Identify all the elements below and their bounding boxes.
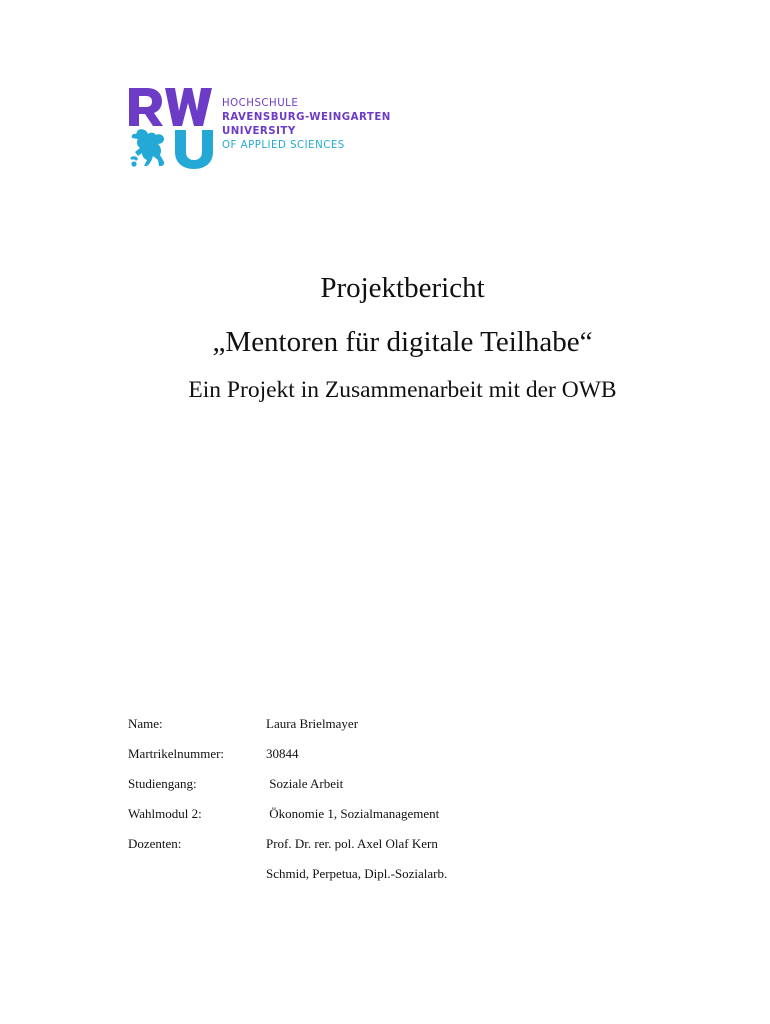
info-value: Schmid, Perpetua, Dipl.-Sozialarb. xyxy=(266,866,448,881)
info-label: Martrikelnummer: xyxy=(128,746,225,761)
rwu-logo-mark xyxy=(128,86,218,170)
info-label: Wahlmodul 2: xyxy=(128,806,202,821)
info-row-matrikelnummer xyxy=(128,744,628,774)
info-label: Name: xyxy=(128,716,163,731)
info-value: Prof. Dr. rer. pol. Axel Olaf Kern xyxy=(266,836,438,851)
info-row-dozenten-cont xyxy=(128,864,628,894)
report-tagline: Ein Projekt in Zusammenarbeit mit der OWB xyxy=(188,377,617,403)
logo-line-ravensburg-weingarten: RAVENSBURG-WEINGARTEN xyxy=(222,112,391,123)
university-logo xyxy=(128,86,428,170)
info-value: Soziale Arbeit xyxy=(266,776,344,791)
lion-icon xyxy=(130,129,164,166)
report-subtitle: „Mentoren für digitale Teilhabe“ xyxy=(212,326,593,358)
info-value: Laura Brielmayer xyxy=(266,716,359,731)
info-label: Studiengang: xyxy=(128,776,197,791)
logo-wordmark xyxy=(222,97,391,153)
logo-line-applied-sciences: OF APPLIED SCIENCES xyxy=(222,140,345,151)
logo-letter-u xyxy=(175,130,213,169)
logo-line-university: UNIVERSITY xyxy=(222,126,296,137)
info-row-studiengang xyxy=(128,774,628,804)
logo-letter-w xyxy=(165,88,212,126)
info-value: Ökonomie 1, Sozialmanagement xyxy=(266,806,440,821)
info-row-dozenten xyxy=(128,834,628,864)
info-value: 30844 xyxy=(266,746,299,761)
info-row-wahlmodul xyxy=(128,804,628,834)
logo-line-hochschule: HOCHSCHULE xyxy=(222,98,299,109)
report-title: Projektbericht xyxy=(320,272,485,304)
author-info-table xyxy=(128,714,628,894)
logo-letter-r xyxy=(129,88,163,126)
info-label: Dozenten: xyxy=(128,836,182,851)
info-row-name xyxy=(128,714,628,744)
